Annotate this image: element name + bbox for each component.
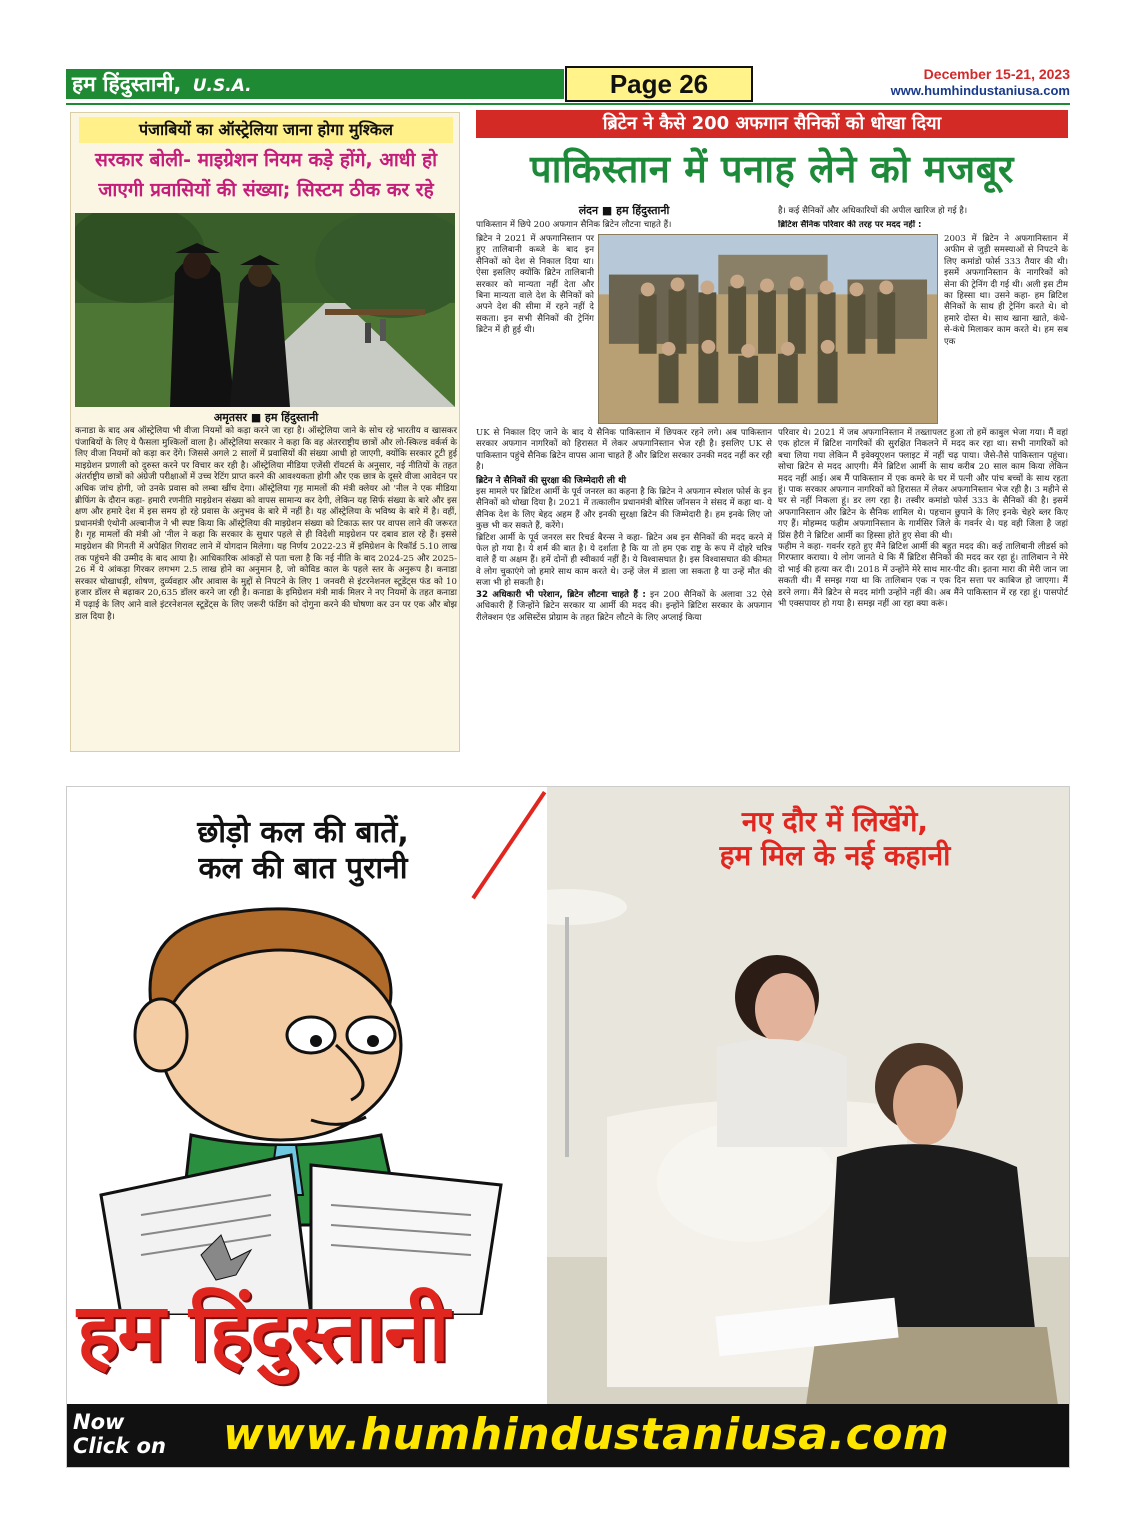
australia-headline	[75, 145, 457, 205]
ad-call-to-action[interactable]	[67, 1404, 1070, 1468]
afghan-col2-below-photo: परिवार थे। 2021 में जब अफगानिस्तान में तख्तापलट हुआ तो हमें काबुल भेजा गया। मैं वहां एक होटल में ब्रिटिश नागरिकों की सुरक्षित निकलने में मदद कर रहा था। सभी नागरिकों को बचा लिया गया लेकिन मैं इवेक्यूएशन फ्लाइट में नहीं चढ़ पाया। जैसे-तैसे पाकिस्तान पहुंचा। सोचा ब्रिटेन से मदद आएगी। मैंने ब्रिटिश आर्मी के साथ करीब 20 साल काम किया लेकिन मदद नहीं आई। अब मैं पाकिस्तान में एक कमरे के घर में पत्नी और पांच बच्चों के साथ रहता हूं। पाक सरकार अफगान नागरिकों को हिरासत में लेकर अफगानिस्तान भेज रही है। 3 महीने से घर से नहीं निकला हूं। डर लग रहा है। तस्वीर कमांडो फोर्स 333 के सैनिकों की है। इसमें अफगानिस्तान और ब्रिटेन के सैनिक शामिल थे। पहचान छुपाने के लिए इनके चेहरे ब्लर किए गए हैं। मोहम्मद फहीम अफगानिस्तान के गार्मसिर जिले के गवर्नर थे। यह वही जिला है जहां प्रिंस हैरी ने ब्रिटिश आर्मी का हिस्सा होते हुए सेवा की थी।	[778, 428, 1068, 541]
ad-slogan-right-line2: हम मिल के नई कहानी	[719, 839, 951, 872]
masthead-title: हम हिंदुस्तानी,	[72, 72, 182, 96]
house-advertisement[interactable]	[66, 786, 1070, 1468]
ad-cta-label	[73, 1410, 166, 1458]
afghan-col1-beside-photo: ब्रिटेन ने 2021 में अफगानिस्तान पर हुए तालिबानी कब्जे के बाद इन सैनिकों को देश से निकाल दिया था। ऐसा इसलिए क्योंकि ब्रिटेन तालिबानी सरकार को मान्यता नहीं देता और बिना मान्यता वाले देश के सैनिकों को अपने देश की सीमा में रहने नहीं दे सकता। इन सभी सैनिकों की ट्रेनिंग ब्रिटेन में ही हुई थी।	[476, 234, 594, 336]
ad-cta-line1: Now	[73, 1410, 125, 1434]
afghan-col1-para4: इन 200 सैनिकों के अलावा 32 ऐसे अधिकारी हैं जिन्होंने ब्रिटेन सरकार या आर्मी की मदद की। इन्होंने ब्रिटिश सरकार के अफगान रीलेक्शन एंड असिस्टेंस प्रोग्राम के तहत ब्रिटेन लौटने के लिए अप्लाई किया	[476, 589, 773, 623]
newspaper-reader-cartoon	[81, 895, 521, 1315]
afghan-lead: पाकिस्तान में छिपे 200 अफगान सैनिक ब्रिटेन लौटना चाहते हैं।	[476, 220, 672, 230]
header-divider	[66, 103, 1070, 105]
header-meta	[891, 66, 1070, 99]
afghan-kicker: ब्रिटेन ने कैसे 200 अफगान सैनिकों को धोखा दिया	[476, 110, 1068, 138]
masthead-suffix: U.S.A.	[192, 76, 252, 96]
australia-headline-line1: सरकार बोली- माइग्रेशन नियम कड़े होंगे, आधी हो	[94, 149, 438, 171]
australia-kicker: पंजाबियों का ऑस्ट्रेलिया जाना होगा मुश्किल	[79, 117, 453, 143]
afghan-headline: पाकिस्तान में पनाह लेने को मजबूर	[530, 147, 1014, 191]
afghan-col2-para2: फहीम ने कहा- गवर्नर रहते हुए मैंने ब्रिटिश आर्मी की बहुत मदद की। कई तालिबानी लीडर्स को गिरफ्तार कराया। ये लोग जानते थे कि मैं ब्रिटिश सैनिकों की मदद कर रहा हूं। तालिबान ने मेरे दो भाई की हत्या कर दी। 2018 में उन्होंने मेरे साथ मार-पीट की। इतना मारा की मेरी जान जा सकती थी। मैं समझ गया था कि तालिबान एक न एक दिन सत्ता पर काबिज हो जाएगा। मैं डरने लगा। मैंने ब्रिटेन से मदद मांगी उन्होंने नहीं की। अब मैंने पाकिस्तान में रह रहा हूं। पासपोर्ट भी एक्सपायर हो गया है। समझ नहीं आ रहा क्या करूं।	[778, 542, 1068, 610]
afghan-column-2-top	[778, 206, 1068, 217]
ad-slogan-left-line2: कल की बात पुरानी	[198, 851, 408, 886]
ad-slogan-right	[615, 805, 1055, 873]
australia-dateline: अमृतसर ■ हम हिंदुस्तानी	[213, 411, 319, 424]
afghan-column-1	[476, 428, 772, 624]
afghan-col1-para2: इस मामले पर ब्रिटिश आर्मी के पूर्व जनरल का कहना है कि ब्रिटेन ने अफगान स्पेशल फोर्स के इन सैनिकों को धोखा दिया है। 2021 में तत्कालीन प्रधानमंत्री बोरिस जॉनसन ने संसद में कहा था- ये सैनिक देश के लिए बेहद अहम हैं और इनकी सुरक्षा ब्रिटेन की जिम्मेदारी है। हम इनके लिए जो कुछ भी कर सकते हैं, करेंगे।	[476, 487, 772, 532]
couple-photo	[547, 787, 1070, 1468]
afghan-subhead-1: ब्रिटेन ने सैनिकों की सुरक्षा की जिम्मेदारी ली थी	[476, 475, 627, 486]
page-number: Page 26	[565, 66, 753, 102]
afghan-subhead-3-wrap	[778, 220, 1068, 232]
australia-body: कनाडा के बाद अब ऑस्ट्रेलिया भी वीजा नियमों को कड़ा करने जा रहा है। ऑस्ट्रेलिया जाने के सोच रहे भारतीय व खासकर पंजाबियों के लिए ये फैसला मुश्किलों वाला है। ऑस्ट्रेलिया सरकार ने कहा कि वह अंतरराष्ट्रीय छात्रों और लो-स्किल्ड वर्कर्स के लिए वीजा नियमों को कड़ा कर देंगे। जिससे अगले 2 सालों में प्रवासियों की संख्या आधी हो जाएगी, क्योंकि सरकार टूटी हुई माइग्रेशन प्रणाली को दुरुस्त करने पर विचार कर रही है। ऑस्ट्रेलिया मीडिया एजेंसी रॉयटर्स के अनुसार, नई नीतियों के तहत अंतर्राष्ट्रीय छात्रों को अंग्रेजी परीक्षाओं में उच्च रेटिंग प्राप्त करने की आवश्यकता होगी और एक छात्र के दूसरे वीजा आवेदन पर अधिक जांच होगी, जो उनके प्रवास को लम्बा खींच देगा। ऑस्ट्रेलिया गृह मामलों की मंत्री क्लेयर ओ 'नील ने एक मीडिया ब्रीफिंग के दौरान कहा- हमारी रणनीति माइग्रेशन संख्या को वापस सामान्य कर देगी, लेकिन यह सिर्फ संख्या के बारे और इस क्षण और हमारे देश में इस समय हो रहे प्रवास के अनुभव के बारे में नहीं है। यह ऑस्ट्रेलिया के भविष्य के बारे में है। वहीं, प्रधानमंत्री एंथोनी अल्बानीज ने भी स्पष्ट किया कि ऑस्ट्रेलिया की माइग्रेशन संख्या को टिकाऊ स्तर पर वापस लाने की जरूरत है। गृह मामलों की मंत्री ओ 'नील ने कहा कि सरकार के सुधार पहले से ही विदेशी माइग्रेशन पर दबाव डाल रहे हैं। इससे माइग्रेशन की गिनती में अपेक्षित गिरावट लाने में योगदान मिलेगा। यह निर्णय 2022-23 में इमिग्रेशन के रिकॉर्ड 5.10 लाख तक पहुंचने की उम्मीद के बाद आया है। आधिकारिक आंकड़ों से पता चला है कि नई नीति के बाद 2024-25 और 2025-26 में ये आंकड़ा गिरकर लगभग 2.5 लाख होने का अनुमान है, जो कोविड काल के पहले स्तर के अनुरूप है। कनाडा सरकार धोखाधड़ी, शोषण, दुर्व्यवहार और आवास के मुद्दों से निपटने के लिए 1 जनवरी से इंटरनेशनल स्टूडेंट्स फंड को 10 हजार डॉलर से बढ़ाकर 20,635 डॉलर करने जा रही है। कनाडा के इमिग्रेशन मंत्री मार्क मिलर ने नए नियमों के तहत कनाडा में पढ़ाई के लिए आने वाले इंटरनेशनल स्टूडेंट्स के लिए जरूरी फंडिंग को दोगुना करने की घोषणा कर उन पर एक और बोझ डाल दिया है।	[75, 426, 457, 622]
afghan-col1-below-photo: UK से निकाल दिए जाने के बाद ये सैनिक पाकिस्तान में छिपकर रहने लगे। अब पाकिस्तान सरकार अफगान नागरिकों को हिरासत में लेकर अफगानिस्तान भेज रही है। इसलिए UK से पाकिस्तान पहुंचे सैनिक ब्रिटेन वापस आना चाहते हैं और ब्रिटिश सरकार उनकी मदद नहीं कर रही है।	[476, 428, 772, 473]
soldiers-photo	[598, 234, 938, 424]
issue-date: December 15-21, 2023	[923, 66, 1070, 82]
graduates-photo	[75, 213, 455, 407]
afghan-column-1-lead	[476, 220, 772, 231]
afghan-col1-para3: ब्रिटिश आर्मी के पूर्व जनरल सर रिचर्ड बैरन्स ने कहा- ब्रिटेन अब इन सैनिकों की मदद करने में फेल हो गया है। ये शर्म की बात है। ये दर्शाता है कि या तो हम एक राष्ट्र के रूप में दोहरे चरित्र वाले हैं या अक्षम हैं। हमें दोनों ही स्वीकार्य नहीं हैं। ये विश्वासघात है। इस विश्वासघात की कीमत वे लोग चुकाएंगे जो हमारे साथ काम करते थे। उन्हें जेल में डाला जा सकता है या उन्हें मौत की सजा भी हो सकती है।	[476, 532, 772, 589]
ad-cta-line2: Click on	[73, 1434, 166, 1458]
australia-story	[70, 112, 460, 752]
ad-brand-name: हम हिंदुस्तानी	[77, 1286, 448, 1379]
masthead	[66, 69, 564, 99]
australia-headline-line2: जाएगी प्रवासियों की संख्या; सिस्टम ठीक कर रहे	[98, 179, 434, 201]
afghan-column-2	[778, 428, 1068, 611]
afghan-dateline: लंदन ■ हम हिंदुस्तानी	[578, 204, 670, 217]
ad-slogan-left	[123, 815, 483, 887]
afghan-subhead-3: ब्रिटिश सैनिक परिवार की तरह पर मदद नहीं :	[778, 220, 922, 230]
ad-website-link[interactable]: www.humhindustaniusa.com	[223, 1409, 950, 1460]
header-website-link[interactable]: www.humhindustaniusa.com	[890, 83, 1070, 98]
afghan-column-2-side	[944, 234, 1068, 348]
afghan-col2-top: है। कई सैनिकों और अधिकारियों की अपील खारिज हो गई है।	[778, 206, 968, 216]
afghan-subhead-2: 32 अधिकारी भी परेशान, ब्रिटेन लौटना चाहते हैं :	[476, 589, 646, 600]
page-header	[66, 66, 1070, 102]
afghan-col2-beside-photo: 2003 में ब्रिटेन ने अफगानिस्तान में अफीम से जुड़ी समस्याओं से निपटने के लिए कमांडो फोर्स 333 तैयार की थी। इसमें अफगानिस्तान के नागरिकों को सेना की ट्रेनिंग दी गई थी। अली इस टीम का हिस्सा था। उसने कहा- हम ब्रिटिश सैनिकों के साथ ही ट्रेनिंग करते थे। वो हमारे दोस्त थे। साथ खाना खाते, कंधे-से-कंधे मिलाकर काम करते थे। हम सब एक	[944, 234, 1068, 347]
afghan-column-1-side	[476, 234, 594, 337]
ad-slogan-right-line1: नए दौर में लिखेंगे,	[741, 805, 929, 838]
ad-slogan-left-line1: छोड़ो कल की बातें,	[197, 815, 409, 850]
